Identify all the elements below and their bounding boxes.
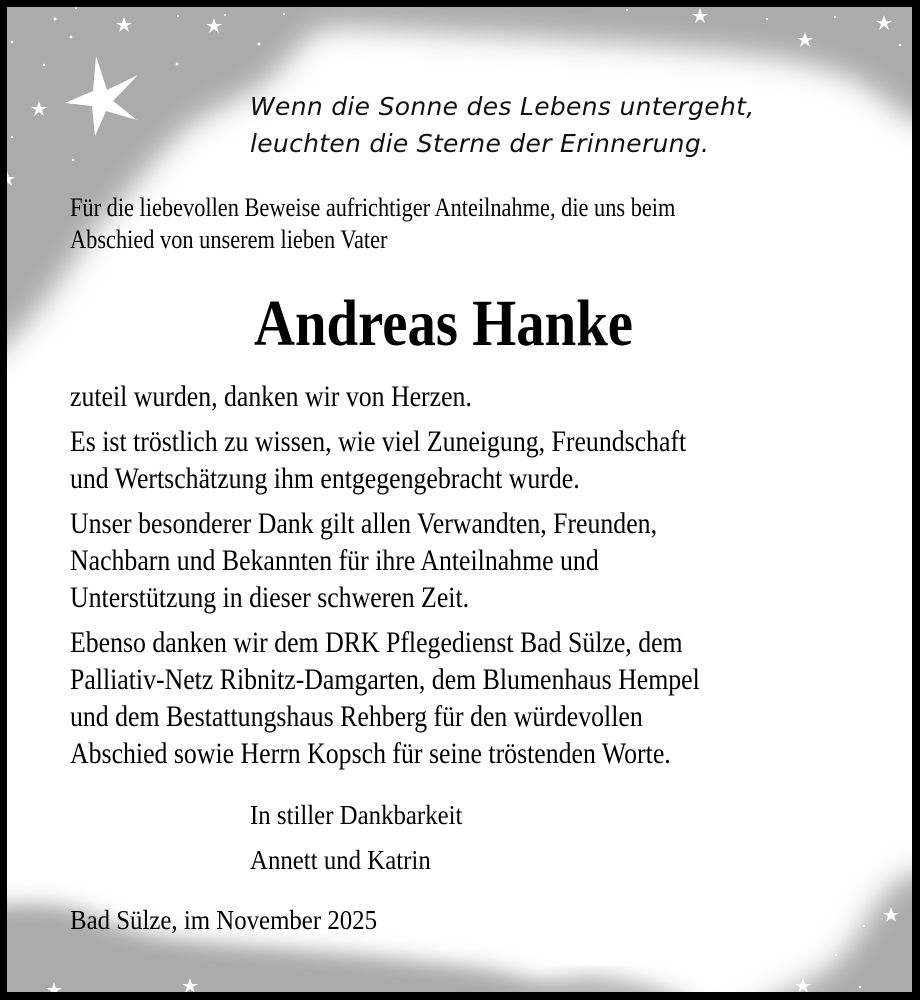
intro-line-2: Abschied von unserem lieben Vater [70,225,388,254]
motto-line-2: leuchten die Sterne der Erinnerung. [250,129,710,158]
deceased-name: Andreas Hanke [254,287,634,360]
signatories: Annett und Katrin [250,845,431,875]
motto-line-1: Wenn die Sonne des Lebens untergeht, [250,92,755,121]
paragraph-1-line-1: zuteil wurden, danken wir von Herzen. [70,380,472,413]
place-and-date: Bad Sülze, im November 2025 [70,905,378,935]
paragraph-3-line-3: Unterstützung in dieser schweren Zeit. [70,581,470,614]
paragraph-3-line-1: Unser besonderer Dank gilt allen Verwandten, Freunden, [70,507,658,540]
paragraph-2-line-1: Es ist tröstlich zu wissen, wie viel Zuneigung, Freundschaft [70,425,687,458]
paragraph-2-line-2: und Wertschätzung ihm entgegengebracht wurde. [70,462,580,495]
closing-phrase: In stiller Dankbarkeit [250,800,463,830]
paragraph-4-line-3: und dem Bestattungshaus Rehberg für den würdevollen [70,700,643,733]
paragraph-4-line-4: Abschied sowie Herrn Kopsch für seine tröstenden Worte. [70,737,671,770]
intro-line-1: Für die liebevollen Beweise aufrichtiger Anteilnahme, die uns beim [70,193,676,222]
obituary-notice [7,7,912,992]
paragraph-4-line-1: Ebenso danken wir dem DRK Pflegedienst Bad Sülze, dem [70,626,683,659]
paragraph-4-line-2: Palliativ-Netz Ribnitz-Damgarten, dem Blumenhaus Hempel [70,663,700,696]
paragraph-3-line-2: Nachbarn und Bekannten für ihre Anteilnahme und [70,544,599,577]
